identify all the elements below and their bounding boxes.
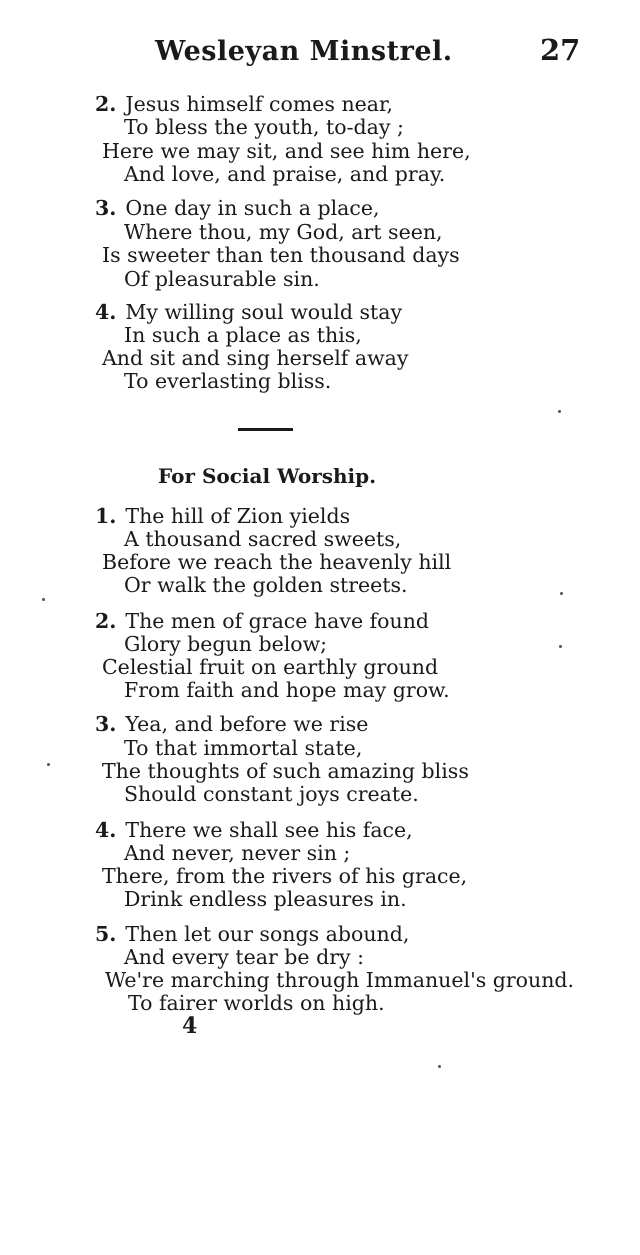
stanza-line: The thoughts of such amazing bliss	[102, 759, 469, 783]
stanza-line: Where thou, my God, art seen,	[124, 220, 443, 244]
stanza-line: There, from the rivers of his grace,	[102, 864, 468, 888]
stanza-line: 5. Then let our songs abound,	[95, 922, 410, 946]
stanza-line: Celestial fruit on earthly ground	[102, 655, 439, 679]
stanza-line: 2. Jesus himself comes near,	[95, 92, 394, 116]
scan-speck	[438, 1065, 441, 1068]
scan-speck	[42, 598, 45, 601]
scan-speck	[559, 645, 562, 648]
stanza-number: 4.	[95, 818, 117, 842]
stanza-number: 3.	[95, 712, 117, 736]
stanza-line: A thousand sacred sweets,	[124, 527, 402, 551]
scan-speck	[560, 592, 563, 595]
scan-speck	[558, 410, 561, 413]
stanza-line: And sit and sing herself away	[102, 346, 409, 370]
scan-speck	[47, 763, 50, 766]
stanza-line: From faith and hope may grow.	[124, 678, 450, 702]
stanza-line: 4. My willing soul would stay	[95, 300, 403, 324]
stanza-number: 2.	[95, 609, 117, 633]
stanza-line: 3. One day in such a place,	[95, 196, 380, 220]
stanza-line: 2. The men of grace have found	[95, 609, 430, 633]
stanza-line: 4. There we shall see his face,	[95, 818, 413, 842]
stanza-line: And never, never sin ;	[124, 841, 351, 865]
stanza-line: We're marching through Immanuel's ground.	[105, 968, 575, 992]
stanza-line: And every tear be dry :	[124, 945, 364, 969]
stanza-line: Or walk the golden streets.	[124, 573, 408, 597]
stanza-number: 4.	[95, 300, 117, 324]
stanza-line: Is sweeter than ten thousand days	[102, 243, 460, 267]
stanza-line: Before we reach the heavenly hill	[102, 550, 452, 574]
stanza-line: 3. Yea, and before we rise	[95, 712, 369, 736]
stanza-line: In such a place as this,	[124, 323, 362, 347]
stanza-line: 1. The hill of Zion yields	[95, 504, 351, 528]
stanza-line: Glory begun below;	[124, 632, 328, 656]
stanza-line: Here we may sit, and see him here,	[102, 139, 471, 163]
stanza-line: To that immortal state,	[124, 736, 363, 760]
stanza-line: Of pleasurable sin.	[124, 267, 320, 291]
stanza-line: Drink endless pleasures in.	[124, 887, 407, 911]
hymn-heading: For Social Worship.	[158, 464, 377, 488]
stanza-line: Should constant joys create.	[124, 782, 419, 806]
stanza-line: And love, and praise, and pray.	[124, 162, 446, 186]
section-divider	[238, 428, 293, 431]
running-title: Wesleyan Minstrel.	[155, 36, 453, 67]
page-number: 27	[540, 33, 581, 67]
signature-mark: 4	[182, 1013, 198, 1039]
stanza-number: 1.	[95, 504, 117, 528]
stanza-number: 3.	[95, 196, 117, 220]
stanza-line: To everlasting bliss.	[124, 369, 332, 393]
stanza-line: To fairer worlds on high.	[128, 991, 385, 1015]
stanza-line: To bless the youth, to-day ;	[124, 115, 404, 139]
stanza-number: 2.	[95, 92, 117, 116]
stanza-number: 5.	[95, 922, 117, 946]
